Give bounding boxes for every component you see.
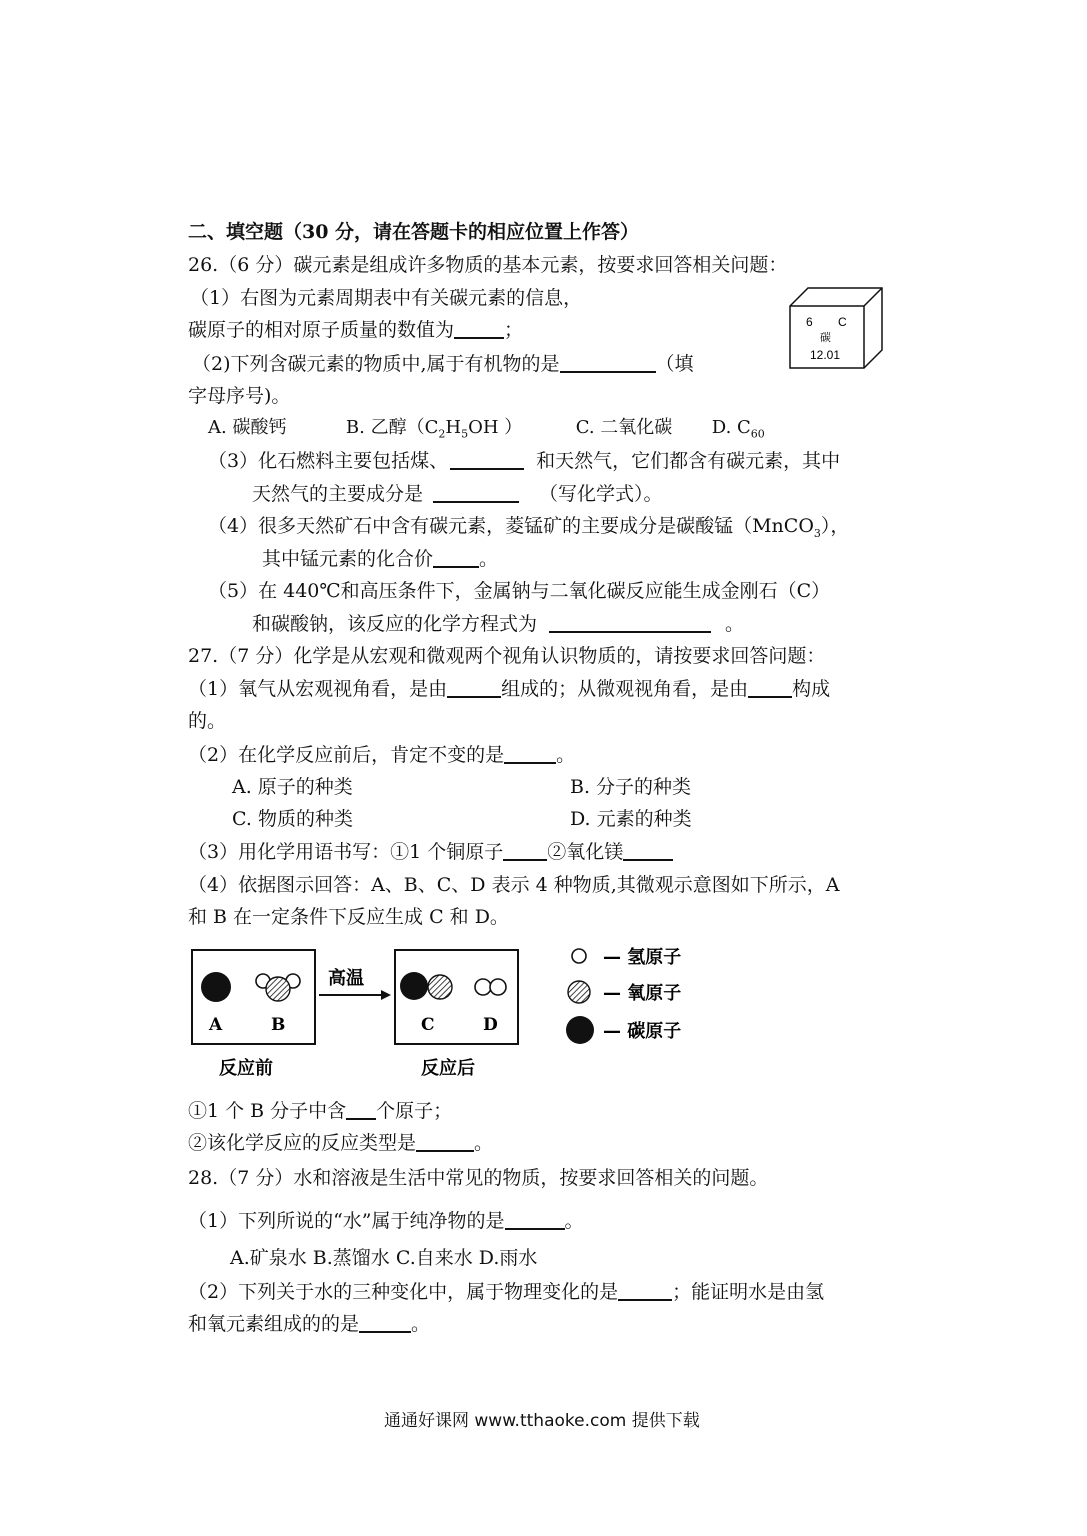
q27-option-d: D. 元素的种类 xyxy=(570,808,692,830)
q26-part1-line1: （1）右图为元素周期表中有关碳元素的信息， xyxy=(190,287,583,309)
q28-stem: 28.（7 分）水和溶液是生活中常见的物质，按要求回答相关的问题。 xyxy=(188,1167,769,1189)
q27-part1: （1）氧气从宏观视角看，是由 组成的；从微观视角看，是由 构成 xyxy=(188,678,831,700)
q27-answer-blank-5[interactable] xyxy=(623,859,673,861)
q27-stem: 27.（7 分）化学是从宏观和微观两个视角认识物质的，请按要求回答问题： xyxy=(188,645,826,667)
q27-answer-blank-6[interactable] xyxy=(346,1118,376,1120)
q26-option-b: B. 乙醇（$C_2H_5OH$ ） xyxy=(345,417,523,441)
q26-part5-line1: （5）在 440℃和高压条件下，金属钠与二氧化碳反应能生成金刚石（C） xyxy=(208,580,831,602)
q26-part5-line2: 和碳酸钠，该反应的化学方程式为 。 xyxy=(252,613,745,635)
q27-answer-blank-7[interactable] xyxy=(416,1150,474,1152)
q26-part4-line2: 其中锰元素的化合价 。 xyxy=(262,548,499,570)
q26-part1-end: ； xyxy=(504,319,524,341)
q26-answer-blank-4[interactable] xyxy=(433,501,519,503)
q28-options: A.矿泉水 B.蒸馏水 C.自来水 D.雨水 xyxy=(230,1247,538,1269)
q27-answer-blank-3[interactable] xyxy=(504,762,556,764)
hydrogen-atom-d2 xyxy=(490,979,506,995)
element-symbol: C xyxy=(838,315,847,329)
q28-answer-blank-3[interactable] xyxy=(359,1331,411,1333)
label-c: C xyxy=(421,1015,435,1035)
q27-part3: （3）用化学用语书写：①1 个铜原子 ②氧化镁 xyxy=(188,837,673,867)
label-d: D xyxy=(483,1015,498,1035)
q26-part1-text: 碳原子的相对原子质量的数值为 xyxy=(188,319,455,341)
q28-part1: （1）下列所说的“水”属于纯净物的是 。 xyxy=(188,1210,584,1232)
q27-option-c: C. 物质的种类 xyxy=(232,808,353,830)
oxygen-atom-c xyxy=(428,975,452,999)
legend-hydrogen-symbol xyxy=(572,949,586,963)
caption-after: 反应后 xyxy=(421,1058,475,1079)
q26-answer-blank-1[interactable] xyxy=(454,337,504,339)
q28-answer-blank-2[interactable] xyxy=(618,1299,672,1301)
q26-stem: 26.（6 分）碳元素是组成许多物质的基本元素，按要求回答相关问题： xyxy=(188,254,788,276)
q27-answer-blank-1[interactable] xyxy=(447,696,501,698)
q27-option-a: A. 原子的种类 xyxy=(232,776,353,798)
q26-part2-text: （2)下列含碳元素的物质中,属于有机物的是 xyxy=(192,353,560,375)
q26-answer-blank-6[interactable] xyxy=(549,631,711,633)
label-a: A xyxy=(209,1015,223,1035)
q26-option-a: A. 碳酸钙 xyxy=(208,417,287,438)
q27-part4-line1: （4）依据图示回答：A、B、C、D 表示 4 种物质,其微观示意图如下所示，A xyxy=(188,874,840,896)
q27-subq-1: ①1 个 B 分子中含 个原子； xyxy=(188,1100,453,1122)
footer-text: 通通好课网 www.tthaoke.com 提供下载 xyxy=(384,1411,700,1431)
q27-option-b: B. 分子的种类 xyxy=(570,776,692,798)
q26-part2-tail: （填 xyxy=(655,353,694,375)
q26-part3-line1: （3）化石燃料主要包括煤、 和天然气，它们都含有碳元素，其中 xyxy=(208,450,841,472)
q28-part2-line2: 和氧元素组成的的是 。 xyxy=(188,1313,431,1335)
q26-options xyxy=(208,413,765,450)
q26-option-c: C. 二氧化碳 xyxy=(575,417,673,438)
q26-option-d: D. $C_{60}$ xyxy=(711,417,765,441)
q26-part1-line2 xyxy=(188,315,523,345)
q26-part3-line2: 天然气的主要成分是 （写化学式）。 xyxy=(252,483,663,505)
q26-part2-line2: 字母序号)。 xyxy=(188,385,291,407)
q27-answer-blank-2[interactable] xyxy=(748,696,792,698)
element-name: 碳 xyxy=(820,331,831,344)
legend-hydrogen-label: — 氢原子 xyxy=(603,947,682,968)
q26-answer-blank-3[interactable] xyxy=(450,468,524,470)
section-title: 二、填空题（30 分，请在答题卡的相应位置上作答） xyxy=(188,221,640,243)
legend-oxygen-label: — 氧原子 xyxy=(603,983,682,1004)
q26-part4-line1: （4）很多天然矿石中含有碳元素，菱锰矿的主要成分是碳酸锰（MnCO$_3$）， xyxy=(208,515,850,540)
carbon-element-card xyxy=(788,286,886,372)
q27-part1-cont: 的。 xyxy=(188,710,227,732)
hydrogen-atom-d1 xyxy=(475,979,491,995)
element-number: 6 xyxy=(806,315,813,329)
q26-answer-blank-2[interactable] xyxy=(560,371,656,373)
q26-part2-line1 xyxy=(192,349,694,379)
legend-oxygen-symbol xyxy=(568,981,590,1003)
q28-part2-line1: （2）下列关于水的三种变化中，属于物理变化的是 ；能证明水是由氢 xyxy=(188,1281,825,1303)
legend-carbon-symbol xyxy=(566,1016,594,1044)
q27-subq-2: ②该化学反应的反应类型是 。 xyxy=(188,1132,494,1154)
carbon-atom-c xyxy=(400,972,428,1000)
element-mass: 12.01 xyxy=(810,348,841,362)
carbon-atom-a xyxy=(201,972,231,1002)
q27-answer-blank-4[interactable] xyxy=(503,859,547,861)
q27-part4-line2: 和 B 在一定条件下反应生成 C 和 D。 xyxy=(188,906,509,928)
label-b: B xyxy=(271,1015,286,1035)
q27-part2: （2）在化学反应前后，肯定不变的是 。 xyxy=(188,744,576,766)
caption-before: 反应前 xyxy=(219,1058,273,1079)
oxygen-atom-b xyxy=(266,977,290,1001)
reaction-diagram xyxy=(185,940,745,1090)
q26-answer-blank-5[interactable] xyxy=(433,566,479,568)
q28-answer-blank-1[interactable] xyxy=(505,1228,565,1230)
arrow-condition-label: 高温 xyxy=(328,968,364,989)
legend-carbon-label: — 碳原子 xyxy=(603,1021,682,1042)
